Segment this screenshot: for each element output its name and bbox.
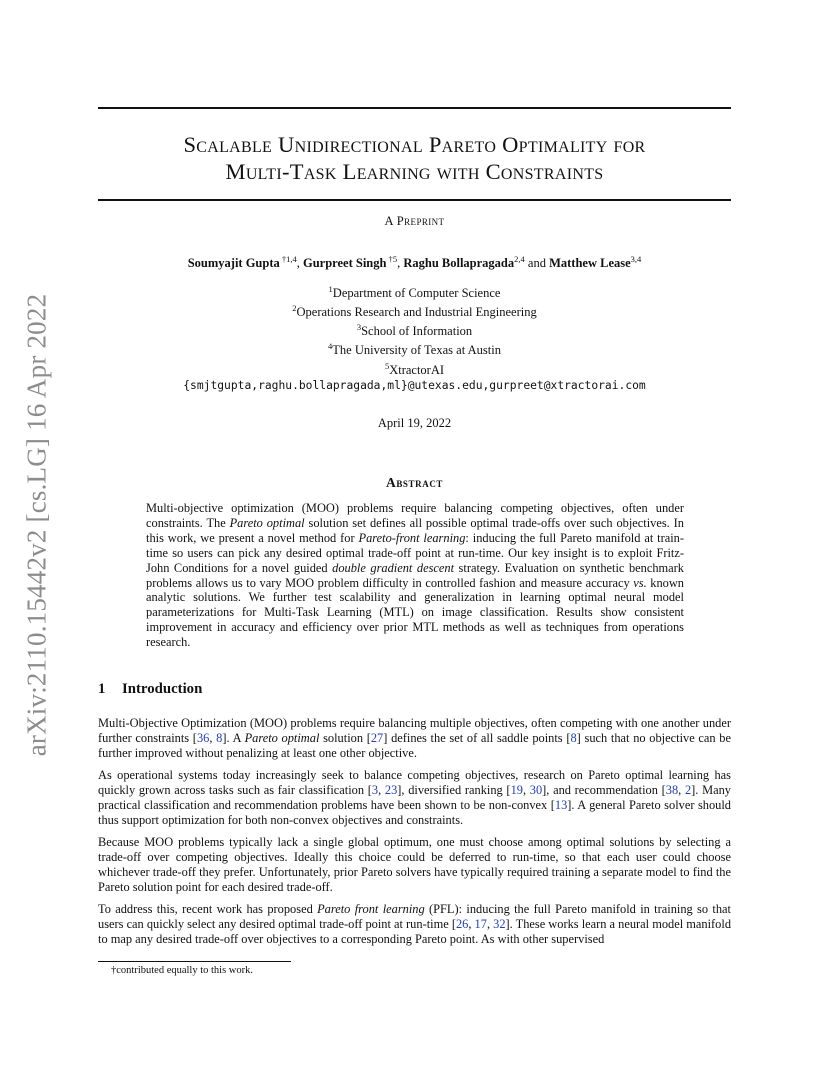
arxiv-id-text: arXiv:2110.15442v2 [cs.LG] 16 Apr 2022 (21, 293, 52, 757)
abstract-text: solution set defines all possible optimal trade-offs over such objectives. In this work, we present a novel method for (146, 515, 684, 545)
affiliation-text: Operations Research and Industrial Engineering (296, 305, 537, 320)
abstract-text: strategy. Evaluation on synthetic benchmark problems allows us to vary MOO problem difficulty in controlled fashion and measure accuracy (146, 560, 684, 590)
affiliation-text: The University of Texas at Austin (332, 343, 501, 358)
title-rule-bottom (98, 199, 731, 201)
affiliations (98, 282, 731, 393)
author-list (98, 254, 731, 271)
paragraph-text: ]. Many practical classification and recommendation problems have been shown to be non-convex [ (98, 783, 731, 812)
citation-link[interactable]: 17 (474, 917, 487, 931)
affiliation (98, 359, 731, 378)
affiliation-mark: 5 (384, 360, 390, 371)
citation-separator: , (486, 917, 494, 931)
paragraph-text: ], diversified ranking [ (397, 783, 511, 797)
affiliation (98, 320, 731, 339)
paragraph-emphasis: Pareto front learning (317, 902, 425, 916)
author-marks: †1,4 (279, 254, 297, 264)
footnote: †contributed equally to this work. (111, 965, 254, 976)
abstract-text: Multi-objective optimization (MOO) problems require balancing competing objectives, often under constraints. The (146, 501, 684, 530)
abstract-emphasis: Pareto-front learning (358, 530, 466, 545)
affiliation-text: Department of Computer Science (332, 286, 501, 301)
author-name: Raghu Bollapragada (403, 256, 515, 271)
paragraph-text: ] such that no objective can be further improved without penalizing at least one other objective. (98, 731, 731, 760)
affiliation (98, 339, 731, 358)
citation-link[interactable]: 32 (493, 917, 506, 931)
author-marks: 2,4 (514, 254, 525, 264)
citation-link[interactable]: 19 (510, 783, 523, 797)
abstract-emphasis: double gradient descent (332, 560, 455, 575)
paragraph-text: ]. A (222, 731, 245, 745)
abstract-text: known analytic solutions. We further test scalability and generalization in learning optimal neural model parameterizations for Multi-Task Learning (MTL) on image classification. Results show consistent improvement in accuracy and efficiency over prior MTL methods as well as techniques from operations research. (146, 575, 685, 650)
footnote-rule (98, 961, 291, 962)
section-number: 1 (98, 681, 106, 697)
citation-link[interactable]: 30 (529, 783, 543, 797)
paragraph-text: ]. A general Pareto solver should thus support optimization for both non-convex objectives and constraints. (98, 798, 732, 827)
paragraph-text: ], and recommendation [ (542, 783, 666, 797)
paragraph-text: ]. These works learn a neural model manifold to map any desired trade-off over objectives to a corresponding Pareto point. As with other supervised (98, 917, 732, 946)
section-heading (98, 681, 202, 698)
intro-paragraph-2 (98, 768, 731, 828)
citation-link[interactable]: 2 (684, 783, 692, 797)
citation-link[interactable]: 3 (371, 783, 379, 797)
citation-link[interactable]: 23 (384, 783, 398, 797)
abstract-emphasis: vs. (633, 575, 647, 590)
paper-title (98, 131, 731, 185)
paragraph-text: solution [ (319, 731, 371, 745)
section-title: Introduction (122, 681, 203, 697)
author-marks: 3,4 (630, 254, 642, 264)
author-name: Soumyajit Gupta (187, 256, 280, 271)
citation-separator: , (522, 783, 530, 797)
citation-link[interactable]: 8 (570, 731, 577, 745)
citation-separator: , (378, 783, 385, 797)
affiliation-text: School of Information (361, 324, 473, 339)
paragraph-text: To address this, recent work has proposed (98, 902, 318, 916)
affiliation-mark: 2 (292, 303, 297, 314)
affiliation-mark: 3 (356, 322, 362, 333)
arxiv-identifier (17, 290, 57, 760)
citation-separator: , (678, 783, 685, 797)
paragraph-text: ] defines the set of all saddle points [ (383, 731, 571, 745)
intro-paragraph-4 (98, 902, 731, 947)
author-name: Matthew Lease (549, 256, 631, 271)
citation-link[interactable]: 36 (196, 731, 210, 745)
paper-date: April 19, 2022 (377, 416, 452, 430)
paragraph-text: As operational systems today increasingly seek to balance competing objectives, research on Pareto optimal learning has quickly grown across tasks such as fair classification [ (98, 768, 731, 797)
title-line-2: Multi-Task Learning with Constraints (225, 159, 604, 184)
paragraph-text: (PFL): inducing the full Pareto manifold in training so that users can quickly select any desired optimal trade-off point at run-time [ (98, 902, 731, 931)
citation-separator: , (209, 731, 217, 745)
author-name: Gurpreet Singh (303, 256, 387, 271)
citation-link[interactable]: 13 (554, 798, 568, 812)
author-emails: {smjtgupta,raghu.bollapragada,ml}@utexas.edu,gurpreet@xtractorai.com (183, 378, 646, 392)
affiliation (98, 301, 731, 320)
citation-link[interactable]: 38 (665, 783, 679, 797)
citation-link[interactable]: 27 (370, 731, 384, 745)
intro-paragraph-3: Because MOO problems typically lack a single global optimum, one must choose among optimal solutions by selecting a trade-off over competing objectives. Ideally this choice could be deferred to run-time, so that each user could choose whichever trade-off they prefer. Unfortunately, prior Pareto solvers have typically required training a separate model to find the Pareto solution point for each desired trade-off. (98, 835, 731, 894)
citation-link[interactable]: 8 (216, 731, 223, 745)
citation-separator: , (468, 917, 475, 931)
affiliation (98, 282, 731, 301)
title-rule-top (98, 107, 731, 109)
abstract-emphasis: Pareto optimal (229, 515, 305, 530)
preprint-label: A Preprint (384, 214, 445, 228)
title-line-1: Scalable Unidirectional Pareto Optimality for (183, 132, 646, 157)
affiliation-mark: 4 (328, 341, 333, 352)
citation-link[interactable]: 26 (455, 917, 469, 931)
paragraph-text: Multi-Objective Optimization (MOO) problems require balancing multiple objectives, often competing with one another under further constraints [ (98, 716, 731, 745)
intro-paragraph-1 (98, 716, 731, 761)
author-marks: †5 (386, 254, 398, 264)
paragraph-emphasis: Pareto optimal (244, 731, 320, 745)
author-separator: , (296, 256, 303, 271)
affiliation-text: XtractorAI (389, 362, 445, 377)
author-separator: , (397, 256, 404, 271)
abstract-heading: Abstract (385, 475, 444, 490)
author-separator: and (524, 256, 550, 271)
abstract-body (146, 501, 684, 650)
affiliation-mark: 1 (328, 284, 333, 294)
abstract-text: : inducing the full Pareto manifold at train-time so users can pick any desired optimal trade-off point at run-time. Our key insight is to exploit Fritz-John Conditions for a novel guided (146, 530, 684, 575)
